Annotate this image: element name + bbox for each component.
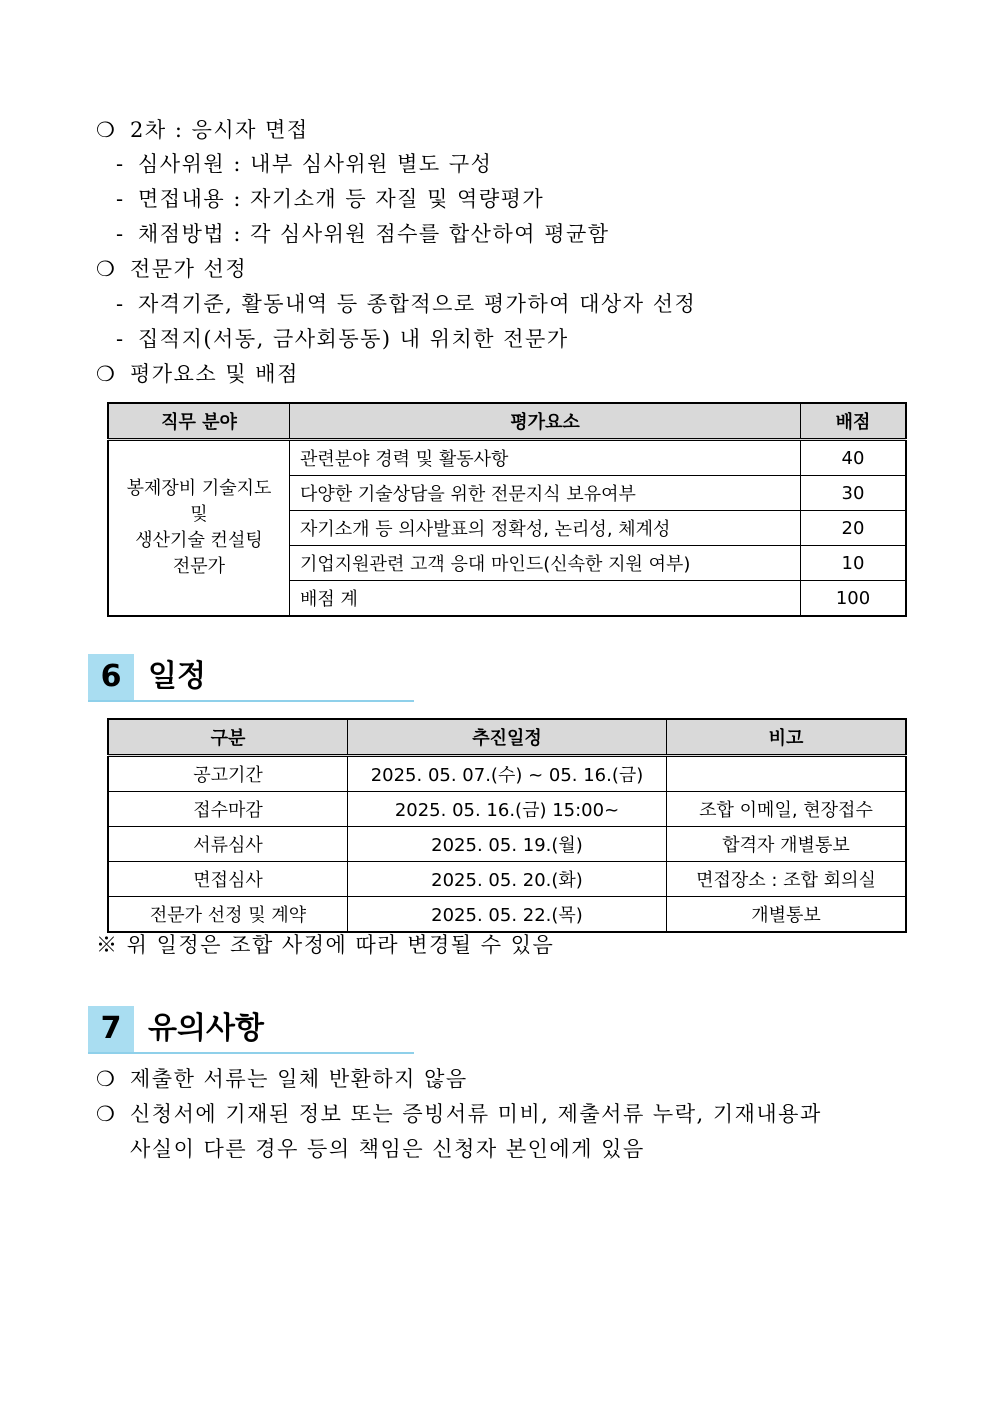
intro-text: 2차 : 응시자 면접 — [130, 118, 309, 142]
field-line: 생산기술 컨설팅 — [135, 530, 263, 551]
section-number: 6 — [88, 654, 134, 700]
category-cell: 전문가 선정 및 계약 — [108, 897, 348, 933]
intro-text: 집적지(서동, 금사회동동) 내 위치한 전문가 — [138, 327, 569, 351]
note-cell: 개별통보 — [667, 897, 907, 933]
circle-bullet-icon: ❍ — [96, 362, 117, 386]
table-row — [108, 827, 906, 862]
note-text: 사실이 다른 경우 등의 책임은 신청자 본인에게 있음 — [130, 1137, 645, 1161]
note-cell: 면접장소 : 조합 회의실 — [667, 862, 907, 897]
note-text: 신청서에 기재된 정보 또는 증빙서류 미비, 제출서류 누락, 기재내용과 — [130, 1102, 822, 1126]
intro-text: 평가요소 및 배점 — [130, 362, 299, 386]
category-cell: 면접심사 — [108, 862, 348, 897]
category-cell: 접수마감 — [108, 792, 348, 827]
intro-line-1 — [96, 115, 309, 145]
table-row — [108, 440, 906, 476]
dash-marker: - — [116, 327, 125, 351]
intro-line-2 — [116, 149, 492, 179]
note-line-2 — [96, 1099, 822, 1129]
table-row — [108, 862, 906, 897]
score-cell: 10 — [801, 546, 907, 581]
field-line: 전문가 — [172, 556, 226, 577]
evaluation-table — [107, 402, 907, 617]
section-heading-6 — [88, 654, 414, 702]
category-cell: 공고기간 — [108, 756, 348, 792]
dash-marker: - — [116, 292, 125, 316]
circle-bullet-icon: ❍ — [96, 1067, 117, 1091]
intro-text: 자격기준, 활동내역 등 종합적으로 평가하여 대상자 선정 — [138, 292, 697, 316]
header-category: 구분 — [108, 719, 348, 756]
header-date: 추진일정 — [348, 719, 667, 756]
header-note: 비고 — [667, 719, 907, 756]
intro-line-5 — [96, 254, 247, 284]
date-cell: 2025. 05. 20.(화) — [348, 862, 667, 897]
item-cell: 다양한 기술상담을 위한 전문지식 보유여부 — [290, 476, 801, 511]
section-title: 일정 — [148, 659, 206, 694]
note-cell: 합격자 개별통보 — [667, 827, 907, 862]
date-cell: 2025. 05. 16.(금) 15:00~ — [348, 792, 667, 827]
dash-marker: - — [116, 152, 125, 176]
table-row — [108, 897, 906, 933]
date-cell: 2025. 05. 07.(수) ~ 05. 16.(금) — [348, 756, 667, 792]
item-cell: 관련분야 경력 및 활동사항 — [290, 440, 801, 476]
field-line: 봉제장비 기술지도 — [126, 478, 272, 499]
schedule-footnote: ※ 위 일정은 조합 사정에 따라 변경될 수 있음 — [96, 933, 555, 957]
intro-line-4 — [116, 219, 610, 249]
score-cell: 100 — [801, 581, 907, 617]
item-cell: 기업지원관련 고객 응대 마인드(신속한 지원 여부) — [290, 546, 801, 581]
category-cell: 서류심사 — [108, 827, 348, 862]
circle-bullet-icon: ❍ — [96, 118, 117, 142]
table-row — [108, 756, 906, 792]
table-header-row — [108, 719, 906, 756]
note-text: 제출한 서류는 일체 반환하지 않음 — [130, 1067, 468, 1091]
schedule-table — [107, 718, 907, 933]
item-cell: 배점 계 — [290, 581, 801, 617]
header-score: 배점 — [801, 403, 907, 440]
intro-text: 전문가 선정 — [130, 257, 248, 281]
note-line-3 — [130, 1134, 645, 1164]
section-title: 유의사항 — [148, 1011, 264, 1046]
dash-marker: - — [116, 187, 125, 211]
section-heading-7 — [88, 1006, 414, 1054]
item-cell: 자기소개 등 의사발표의 정확성, 논리성, 체계성 — [290, 511, 801, 546]
note-line-1 — [96, 1064, 468, 1094]
circle-bullet-icon: ❍ — [96, 1102, 117, 1126]
table-header-row — [108, 403, 906, 440]
intro-line-6 — [116, 289, 696, 319]
circle-bullet-icon: ❍ — [96, 257, 117, 281]
header-item: 평가요소 — [290, 403, 801, 440]
intro-text: 채점방법 : 각 심사위원 점수를 합산하여 평균함 — [138, 222, 610, 246]
score-cell: 20 — [801, 511, 907, 546]
score-cell: 40 — [801, 440, 907, 476]
note-cell — [667, 756, 907, 792]
date-cell: 2025. 05. 22.(목) — [348, 897, 667, 933]
intro-line-7 — [116, 324, 569, 354]
intro-text: 면접내용 : 자기소개 등 자질 및 역량평가 — [138, 187, 545, 211]
table-row — [108, 792, 906, 827]
field-line: 및 — [190, 504, 208, 525]
note-cell: 조합 이메일, 현장접수 — [667, 792, 907, 827]
dash-marker: - — [116, 222, 125, 246]
intro-text: 심사위원 : 내부 심사위원 별도 구성 — [138, 152, 493, 176]
score-cell: 30 — [801, 476, 907, 511]
section-number: 7 — [88, 1006, 134, 1052]
intro-line-8 — [96, 359, 299, 389]
field-cell — [108, 440, 290, 617]
date-cell: 2025. 05. 19.(월) — [348, 827, 667, 862]
header-field: 직무 분야 — [108, 403, 290, 440]
intro-line-3 — [116, 184, 544, 214]
